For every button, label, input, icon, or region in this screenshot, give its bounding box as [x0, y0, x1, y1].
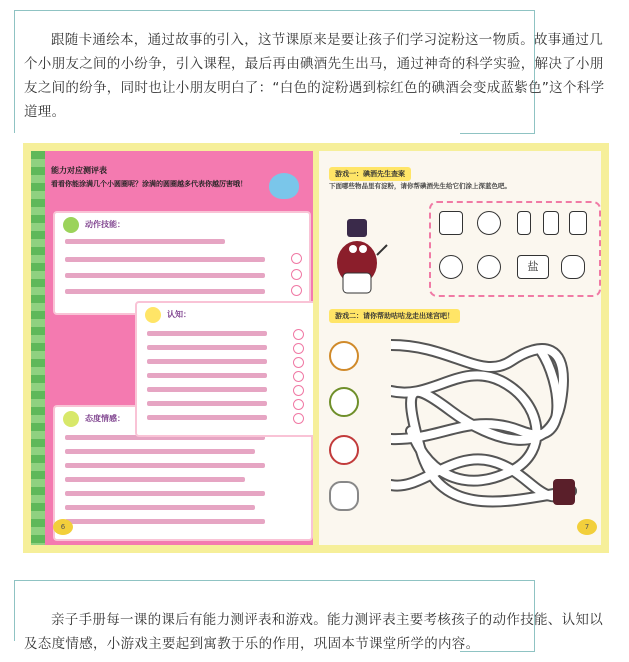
- fries-icon: [329, 341, 359, 371]
- rating-circle[interactable]: [293, 413, 304, 424]
- bread-icon[interactable]: [439, 211, 463, 235]
- dinosaur-icon: [329, 481, 359, 511]
- rating-circle[interactable]: [293, 343, 304, 354]
- candy-icon: [329, 435, 359, 465]
- noodles-icon[interactable]: [477, 255, 501, 279]
- vine-decoration: [31, 151, 45, 545]
- left-page: [31, 151, 313, 545]
- rating-circle[interactable]: [293, 357, 304, 368]
- game1-description: 下面哪些物品里有淀粉，请你帮碘酒先生给它们涂上深蓝色吧。: [329, 182, 511, 190]
- rating-circle[interactable]: [293, 385, 304, 396]
- iodine-bottle-icon: [553, 479, 575, 505]
- snack-bag-icon[interactable]: [569, 211, 587, 235]
- rating-circle[interactable]: [291, 269, 302, 280]
- potato-icon[interactable]: [561, 255, 585, 279]
- food-items-box: [429, 201, 601, 297]
- rating-circle[interactable]: [293, 329, 304, 340]
- cognition-heading: 认知：: [167, 310, 191, 319]
- cognition-card: [135, 301, 313, 437]
- motor-skills-heading: 动作技能：: [85, 220, 125, 229]
- right-page: [319, 151, 601, 545]
- motor-skills-card: [53, 211, 311, 315]
- apple-icon[interactable]: [439, 255, 463, 279]
- rice-bowl-icon[interactable]: [477, 211, 501, 235]
- tube-icon[interactable]: [543, 211, 559, 235]
- rating-circle[interactable]: [291, 285, 302, 296]
- sausage-icon[interactable]: [517, 211, 531, 235]
- flower-icon: [63, 217, 79, 233]
- pear-icon: [329, 387, 359, 417]
- outro-paragraph: 亲子手册每一课的课后有能力测评表和游戏。能力测评表主要考核孩子的动作技能、认知以及态度情感，小游戏主要起到寓教于乐的作用，巩固本节课堂所学的内容。: [24, 611, 603, 652]
- game1-heading: 游戏一：碘酒先生查案: [329, 167, 411, 181]
- flower-icon: [145, 307, 161, 323]
- rating-circle[interactable]: [293, 399, 304, 410]
- rating-circle[interactable]: [293, 371, 304, 382]
- bird-icon: [269, 173, 299, 199]
- iodine-scientist-icon: [333, 215, 389, 295]
- attitude-heading: 态度情感：: [85, 414, 125, 423]
- salt-bag-icon[interactable]: 盐: [517, 255, 549, 279]
- assessment-title: 能力对应测评表: [51, 166, 107, 175]
- page-number-left: 6: [53, 519, 73, 535]
- intro-paragraph: 跟随卡通绘本，通过故事的引入，这节课原来是要让孩子们学习淀粉这一物质。故事通过几个小朋友之间的小纷争，引入课程，最后再由碘酒先生出马，通过神奇的科学实验，解决了小朋友之间的纷争，同时也让小朋友明白了：“白色的淀粉遇到棕红色的碘酒会变成蓝紫色”这个科学道理。: [24, 31, 605, 120]
- page-number-right: 7: [577, 519, 597, 535]
- flower-icon: [63, 411, 79, 427]
- assessment-subtitle: 看看你能涂满几个小圆圈呢？涂满的圆圈越多代表你越厉害哦！: [51, 180, 247, 188]
- workbook-photo: [23, 143, 609, 553]
- rating-circle[interactable]: [291, 253, 302, 264]
- game2-heading: 游戏二：请你帮助咕咕龙走出迷宫吧！: [329, 309, 460, 323]
